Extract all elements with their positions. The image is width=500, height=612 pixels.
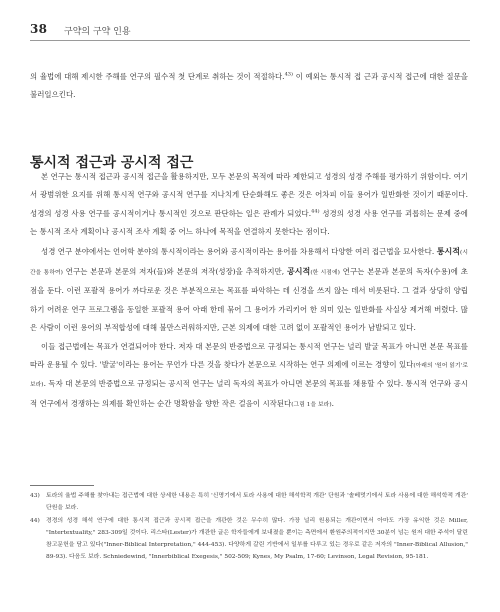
paragraph-2 xyxy=(30,242,468,338)
gloss-synchronic: (한 시점에) xyxy=(310,270,340,277)
paragraph-1-text-a: 본 연구는 통시적 접근과 공시적 접근을 활용하지만, 모두 본문의 목적에 따라 제한되고 성경의 성경 주해를 평가하기 위함이다. 여기서 광범위한 요지를 위해 통시적 연구와 공시적 연구를 지나치게 단순화해도 좋은 것은 어차피 이들 용어가 일반화한 것이기 때문이다. 성경의 성경 사용 연구를 공시적이거나 통시적인 것으로 판단하는 일은 관례가 되었다. xyxy=(30,172,468,218)
term-diachronic: 통시적 xyxy=(436,245,461,256)
footnote-number: 43) xyxy=(30,493,40,499)
gloss-diachronic: (시간을 통하여) xyxy=(30,249,468,277)
footnote-43 xyxy=(30,490,468,515)
term-synchronic: 공시적 xyxy=(286,266,311,277)
footnote-ref-43[interactable]: 43) xyxy=(284,71,294,78)
paragraph-3-text-a: 이들 접근법에는 목표가 연결되어야 한다. 저자 대 본문의 반증법으로 규정되는 통시적 연구는 널리 발굴 목표가 아니면 본문 목표를 따라 운용될 수 있다. '발굴'이라는 용어는 무언가 다른 것을 찾다가 본문으로 시작하는 연구 의제에 이르는 경향이 있다 xyxy=(30,341,468,370)
footnotes xyxy=(30,490,468,564)
footnote-rule xyxy=(30,485,94,486)
footnote-number: 44) xyxy=(30,517,40,524)
running-head: 구약의 구약 인용 xyxy=(64,27,131,37)
intro-paragraph xyxy=(30,68,468,105)
page-number: 38 xyxy=(30,22,48,36)
paragraph-2-text-a: 성경 연구 분야에서는 언어학 분야의 통시적이라는 용어와 공시적이라는 용어를 차용해서 다양한 여러 접근법을 묘사한다. xyxy=(41,246,437,256)
cross-ref-reading: (아래의 '원어 읽기'로 보라) xyxy=(30,363,468,389)
intro-text xyxy=(30,68,468,105)
intro-line-1: 의 율법에 대해 제시한 주해를 연구의 필수적 첫 단계로 취하는 것이 적절하다. xyxy=(30,72,285,81)
footnote-text: 경경의 성경 해석 연구에 대한 통시적 접근과 공시적 접근을 개관한 것은 무수히 많다. 가장 널리 원용되는 개관이면서 아마도 가장 유익한 것은 Miller, "Intertextuality," 283-309일 것이다. 리스타(Lester)가 개관한 글은 학자들에게 보내졌을 뿐이는 측면에서 환원주의적이지만 30분이 넘는 원저 대한 주석이 달린 참고문헌을 담고 있다("Inner-Biblical Interpretation," 444-453). 다양하게 갈린 기반에서 일부를 다루고 있는 경우로 같은 저자의 "Inner-Biblical Allusion," 89-93). 다음도 보라. Schniedewind, "Innerbiblical Exegesis," 502-509; Kynes, My Psalm, 17-60; Levinson, Legal Revision, 95-181. xyxy=(46,517,468,561)
header-rule xyxy=(30,40,470,41)
paragraph-3 xyxy=(30,338,468,415)
paragraph-3-text-c: . xyxy=(331,398,335,408)
cross-ref-figure-1: (그림 1을 보라) xyxy=(291,401,332,408)
paragraph-1 xyxy=(30,168,468,242)
paragraph-1-text-b: 성경의 성경 사용 연구를 괴롭히는 문제 중에는 통시적 조사 계획이나 공시적 조사 계획 중 어느 하나에 목적을 연결하지 못한다는 점이다. xyxy=(30,208,468,237)
paragraph-2-text-c: 연구는 본문과 본문의 저자(들)와 본문의 저작(성장)을 추적하지만, xyxy=(62,267,287,277)
intro-line-1-tail: 이 예외는 통시적 접 xyxy=(293,72,362,81)
footnote-ref-44[interactable]: 44) xyxy=(311,208,320,215)
intro-line-2: 근과 공시적 접근에 대한 질문을 불러일으킨다. xyxy=(30,72,468,100)
main-text xyxy=(30,168,468,414)
footnote-44 xyxy=(30,515,468,564)
paragraph-3-text-b: . 독자 대 본문의 반증법으로 규정되는 공시적 연구는 널리 독자의 목표가 아니면 본문의 목표를 채용할 수 있다. 통시적 연구와 공시적 연구에서 경쟁하는 의제를 확인하는 순간 명확함을 향한 작은 걸음이 시작된다 xyxy=(30,379,468,408)
section-title: 통시적 접근과 공시적 접근 xyxy=(30,155,194,171)
paragraph-2-text-d: 연구는 본문과 본문의 독자(수용)에 초점을 둔다. 이런 포괄적 용어가 까다로운 것은 부분적으로는 목표를 파악하는 데 신경을 쓰지 않는 데서 비롯된다. 그 결과 상당히 양립하기 어려운 연구 프로그램을 동일한 포괄적 용어 아래 한데 묶어 그 용어가 가리키어 한 의미 있는 일반화를 사실상 제거해 버렸다. 많은 사람이 이런 용어의 부적합성에 대해 불만스러워하지만, 근본 의제에 대한 고려 없이 포괄적인 용어가 남발되고 있다. xyxy=(30,267,468,333)
page-header xyxy=(30,22,470,38)
footnote-text: 토라의 율법 주해를 찾아내는 접근법에 대한 상세한 내용은 특히 '신명기에서 토라 사용에 대한 해석학적 개관' 단원과 '솔베멋기에서 토라 사용에 대한 해석학적 개관' 단원을 보라. xyxy=(46,493,468,512)
